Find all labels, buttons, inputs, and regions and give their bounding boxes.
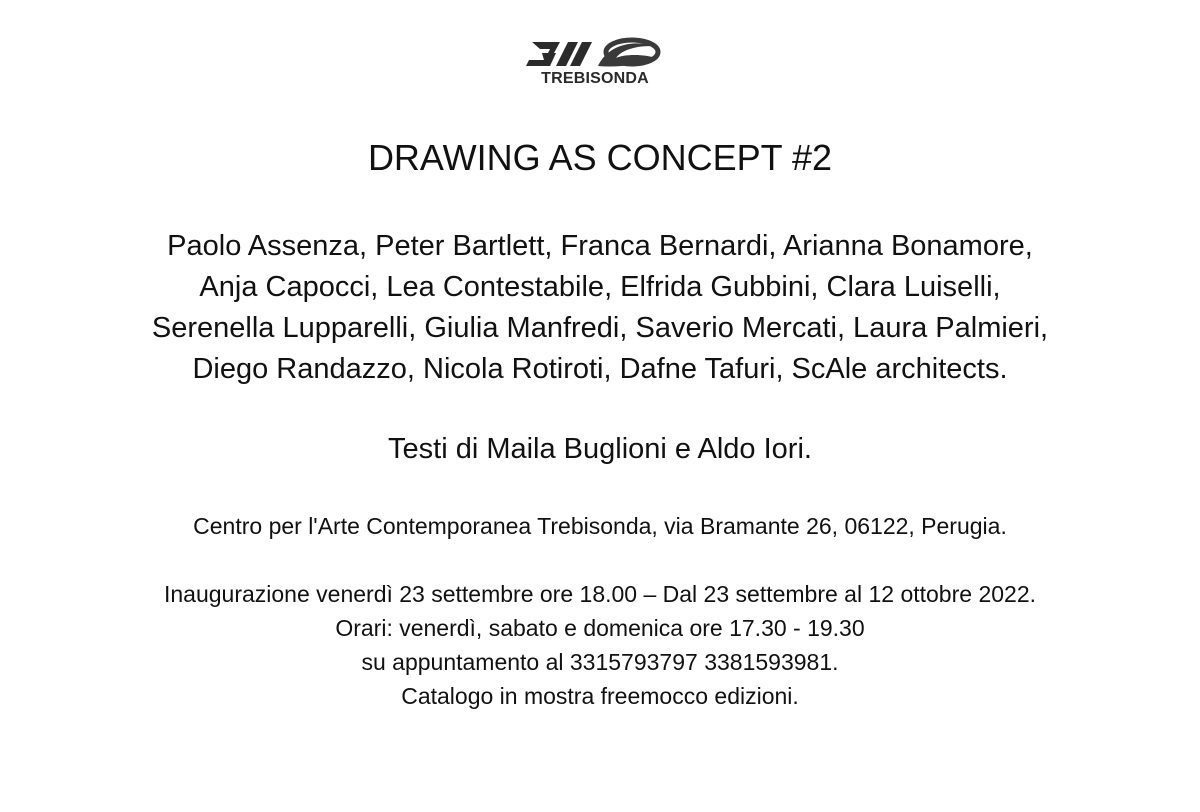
opening-dates: Inaugurazione venerdì 23 settembre ore 18.00 – Dal 23 settembre al 12 ottobre 2022. <box>163 581 1036 607</box>
trebisonda-logo <box>520 34 670 94</box>
texts-credit: Testi di Maila Buglioni e Aldo Iori. <box>388 433 812 465</box>
opening-hours: Orari: venerdì, sabato e domenica ore 17.30 - 19.30 <box>335 615 865 641</box>
artists-line: Serenella Lupparelli, Giulia Manfredi, Saverio Mercati, Laura Palmieri, <box>151 312 1049 344</box>
artists-line: Anja Capocci, Lea Contestabile, Elfrida Gubbini, Clara Luiselli, <box>199 271 1001 303</box>
artists-line: Diego Randazzo, Nicola Rotiroti, Dafne Tafuri, ScAle architects. <box>192 353 1008 385</box>
catalog-note: Catalogo in mostra freemocco edizioni. <box>401 683 799 709</box>
venue-address: Centro per l'Arte Contemporanea Trebisonda, via Bramante 26, 06122, Perugia. <box>193 513 1007 539</box>
artists-line: Paolo Assenza, Peter Bartlett, Franca Bernardi, Arianna Bonamore, <box>167 230 1033 262</box>
trebisonda-logo-mark <box>520 34 670 74</box>
appointment-phones: su appuntamento al 3315793797 3381593981. <box>361 649 839 675</box>
exhibition-title: DRAWING AS CONCEPT #2 <box>367 137 833 178</box>
logo-name: TREBISONDA <box>541 70 649 87</box>
